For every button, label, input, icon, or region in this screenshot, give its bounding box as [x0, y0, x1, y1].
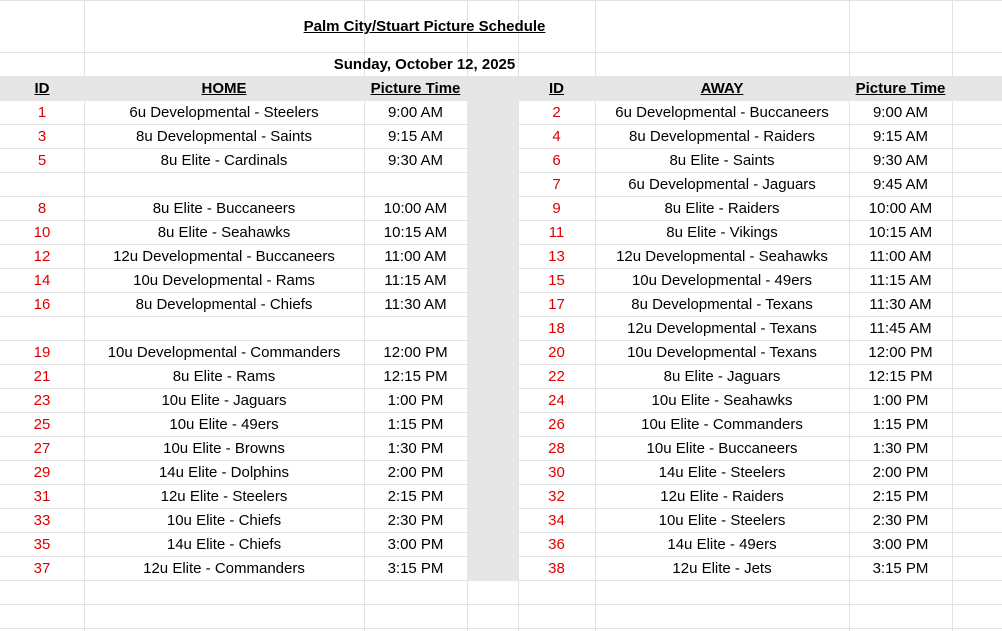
home-time-cell[interactable]: 11:00 AM: [384, 248, 447, 265]
home-team-cell[interactable]: 12u Elite - Commanders: [143, 560, 305, 577]
home-team-cell[interactable]: 10u Elite - 49ers: [169, 416, 279, 433]
away-id-cell[interactable]: 7: [552, 176, 561, 193]
home-id-cell[interactable]: 5: [37, 152, 47, 169]
home-time-cell[interactable]: 3:15 PM: [387, 560, 444, 577]
home-team-cell[interactable]: [84, 317, 364, 341]
away-team-cell[interactable]: 12u Elite - Jets: [672, 560, 772, 577]
home-id-cell[interactable]: 27: [33, 440, 51, 457]
home-team-cell[interactable]: 6u Developmental - Steelers: [129, 104, 319, 121]
table-row: [0, 557, 1002, 581]
away-header: AWAY: [700, 80, 744, 97]
home-time-cell[interactable]: 11:15 AM: [384, 272, 447, 289]
home-time-cell[interactable]: 1:15 PM: [387, 416, 444, 433]
away-team-cell[interactable]: 10u Elite - Buccaneers: [646, 440, 798, 457]
away-team-cell[interactable]: 8u Elite - Raiders: [664, 200, 780, 217]
table-row: [0, 365, 1002, 389]
away-id-cell[interactable]: 4: [552, 128, 561, 145]
home-time-cell[interactable]: 12:15 PM: [383, 368, 448, 385]
home-id-cell[interactable]: 14: [33, 272, 51, 289]
away-team-cell[interactable]: 8u Developmental - Raiders: [629, 128, 815, 145]
away-time-cell[interactable]: 11:00 AM: [869, 248, 932, 265]
home-time-cell[interactable]: 10:15 AM: [383, 224, 448, 241]
away-time-cell[interactable]: 1:00 PM: [872, 392, 929, 409]
away-team-cell[interactable]: 10u Developmental - 49ers: [631, 272, 813, 289]
away-id-cell[interactable]: 6: [552, 152, 561, 169]
home-team-cell[interactable]: 8u Elite - Seahawks: [157, 224, 291, 241]
home-id-cell[interactable]: 37: [33, 560, 51, 577]
home-time-header: Picture Time: [370, 80, 461, 97]
away-id-cell[interactable]: 9: [552, 200, 561, 217]
table-row: [0, 389, 1002, 413]
away-time-cell[interactable]: 9:45 AM: [872, 176, 929, 193]
table-row: [0, 509, 1002, 533]
away-id-cell[interactable]: 2: [552, 104, 561, 121]
away-time-cell[interactable]: 2:15 PM: [872, 488, 929, 505]
home-team-cell[interactable]: 8u Elite - Rams: [172, 368, 276, 385]
away-id-cell[interactable]: 20: [548, 344, 565, 361]
schedule-date: Sunday, October 12, 2025: [333, 56, 516, 73]
away-team-cell[interactable]: 8u Elite - Vikings: [666, 224, 778, 241]
home-time-cell[interactable]: 1:30 PM: [387, 440, 444, 457]
home-id-cell[interactable]: 10: [33, 224, 51, 241]
home-team-cell[interactable]: 12u Elite - Steelers: [160, 488, 288, 505]
table-row: [0, 485, 1002, 509]
away-time-header: Picture Time: [855, 80, 946, 97]
away-id-cell[interactable]: 32: [548, 488, 565, 505]
home-header: HOME: [201, 80, 247, 97]
home-time-cell[interactable]: 9:00 AM: [387, 104, 444, 121]
home-id-cell[interactable]: 33: [33, 512, 51, 529]
home-id-cell[interactable]: [0, 173, 84, 197]
away-team-cell[interactable]: 8u Developmental - Texans: [631, 296, 813, 313]
away-time-cell[interactable]: 12:00 PM: [868, 344, 933, 361]
away-id-cell[interactable]: 36: [548, 536, 565, 553]
home-id-cell[interactable]: 23: [33, 392, 51, 409]
away-id-cell[interactable]: 34: [548, 512, 565, 529]
away-time-cell[interactable]: 1:30 PM: [872, 440, 929, 457]
away-id-cell[interactable]: 24: [548, 392, 565, 409]
home-team-cell[interactable]: 10u Elite - Browns: [163, 440, 285, 457]
away-team-cell[interactable]: 14u Elite - 49ers: [667, 536, 777, 553]
table-row: [0, 197, 1002, 221]
grid-horizontal-line: [0, 628, 1002, 629]
page-title: Palm City/Stuart Picture Schedule: [303, 18, 546, 35]
away-time-cell[interactable]: 10:15 AM: [868, 224, 933, 241]
table-row: [0, 173, 1002, 197]
table-row: [0, 269, 1002, 293]
grid-horizontal-line: [0, 604, 1002, 605]
home-team-cell[interactable]: 10u Elite - Chiefs: [166, 512, 282, 529]
away-team-cell[interactable]: 12u Developmental - Texans: [627, 320, 817, 337]
table-row: [0, 245, 1002, 269]
home-time-cell[interactable]: 2:00 PM: [387, 464, 444, 481]
away-time-cell[interactable]: 12:15 PM: [868, 368, 933, 385]
home-id-cell[interactable]: [0, 317, 84, 341]
away-time-cell[interactable]: 11:15 AM: [869, 272, 932, 289]
away-team-cell[interactable]: 10u Elite - Commanders: [641, 416, 803, 433]
home-time-cell[interactable]: 12:00 PM: [383, 344, 448, 361]
away-id-cell[interactable]: 13: [548, 248, 565, 265]
table-row: [0, 437, 1002, 461]
away-team-cell[interactable]: 8u Elite - Saints: [669, 152, 775, 169]
home-team-cell[interactable]: 8u Developmental - Chiefs: [135, 296, 313, 313]
away-team-cell[interactable]: 8u Elite - Jaguars: [663, 368, 781, 385]
away-team-cell[interactable]: 6u Developmental - Jaguars: [628, 176, 816, 193]
away-id-cell[interactable]: 22: [548, 368, 565, 385]
home-time-cell[interactable]: [364, 173, 467, 197]
home-team-cell[interactable]: 10u Developmental - Rams: [133, 272, 315, 289]
away-team-cell[interactable]: 10u Developmental - Texans: [627, 344, 817, 361]
home-team-cell[interactable]: 14u Elite - Dolphins: [158, 464, 290, 481]
home-id-cell[interactable]: 19: [33, 344, 51, 361]
home-id-cell[interactable]: 3: [37, 128, 47, 145]
home-team-cell[interactable]: 12u Developmental - Buccaneers: [113, 248, 335, 265]
home-id-cell[interactable]: 35: [33, 536, 51, 553]
home-id-cell[interactable]: 21: [33, 368, 51, 385]
home-time-cell[interactable]: [364, 317, 467, 341]
home-team-cell[interactable]: [84, 173, 364, 197]
home-team-cell[interactable]: 14u Elite - Chiefs: [166, 536, 282, 553]
home-time-cell[interactable]: 9:15 AM: [387, 128, 444, 145]
home-time-cell[interactable]: 9:30 AM: [387, 152, 444, 169]
table-row: [0, 341, 1002, 365]
home-time-cell[interactable]: 11:30 AM: [384, 296, 447, 313]
away-team-cell[interactable]: 12u Elite - Raiders: [660, 488, 784, 505]
away-time-cell[interactable]: 11:30 AM: [869, 296, 932, 313]
away-time-cell[interactable]: 2:00 PM: [872, 464, 929, 481]
home-time-cell[interactable]: 10:00 AM: [383, 200, 448, 217]
home-id-cell[interactable]: 16: [33, 296, 51, 313]
table-row: [0, 293, 1002, 317]
home-id-cell[interactable]: 12: [33, 248, 51, 265]
table-row: [0, 221, 1002, 245]
away-team-cell[interactable]: 10u Elite - Steelers: [658, 512, 786, 529]
away-time-cell[interactable]: 1:15 PM: [872, 416, 929, 433]
table-row: [0, 317, 1002, 341]
table-row: [0, 125, 1002, 149]
away-id-cell[interactable]: 26: [548, 416, 565, 433]
home-time-cell[interactable]: 3:00 PM: [387, 536, 444, 553]
away-team-cell[interactable]: 10u Elite - Seahawks: [651, 392, 793, 409]
table-row: [0, 101, 1002, 125]
home-time-cell[interactable]: 2:30 PM: [387, 512, 444, 529]
away-team-cell[interactable]: 12u Developmental - Seahawks: [616, 248, 828, 265]
home-time-cell[interactable]: 2:15 PM: [387, 488, 444, 505]
away-id-cell[interactable]: 15: [548, 272, 565, 289]
away-time-cell[interactable]: 9:00 AM: [872, 104, 929, 121]
away-time-cell[interactable]: 3:15 PM: [872, 560, 929, 577]
away-id-header: ID: [549, 80, 564, 97]
home-team-cell[interactable]: 8u Elite - Cardinals: [160, 152, 288, 169]
home-id-cell[interactable]: 25: [33, 416, 51, 433]
away-id-cell[interactable]: 11: [548, 224, 565, 241]
table-row: [0, 149, 1002, 173]
away-id-cell[interactable]: 18: [548, 320, 565, 337]
home-id-cell[interactable]: 31: [33, 488, 51, 505]
away-time-cell[interactable]: 11:45 AM: [869, 320, 932, 337]
away-time-cell[interactable]: 2:30 PM: [872, 512, 929, 529]
away-id-cell[interactable]: 38: [548, 560, 565, 577]
table-row: [0, 413, 1002, 437]
home-id-cell[interactable]: 1: [37, 104, 47, 121]
table-row: [0, 533, 1002, 557]
away-team-cell[interactable]: 14u Elite - Steelers: [658, 464, 786, 481]
header-row: [0, 77, 1002, 101]
home-team-cell[interactable]: 10u Developmental - Commanders: [107, 344, 341, 361]
table-row: [0, 461, 1002, 485]
home-id-header: ID: [34, 80, 50, 97]
away-time-cell[interactable]: 3:00 PM: [872, 536, 929, 553]
home-id-cell[interactable]: 8: [37, 200, 47, 217]
away-id-cell[interactable]: 17: [548, 296, 565, 313]
home-time-cell[interactable]: 1:00 PM: [387, 392, 444, 409]
away-id-cell[interactable]: 30: [548, 464, 565, 481]
home-id-cell[interactable]: 29: [33, 464, 51, 481]
home-team-cell[interactable]: 8u Elite - Buccaneers: [152, 200, 296, 217]
away-time-cell[interactable]: 9:15 AM: [872, 128, 929, 145]
home-team-cell[interactable]: 10u Elite - Jaguars: [161, 392, 287, 409]
away-time-cell[interactable]: 9:30 AM: [872, 152, 929, 169]
away-team-cell[interactable]: 6u Developmental - Buccaneers: [615, 104, 829, 121]
home-team-cell[interactable]: 8u Developmental - Saints: [136, 128, 312, 145]
away-time-cell[interactable]: 10:00 AM: [868, 200, 933, 217]
away-id-cell[interactable]: 28: [548, 440, 565, 457]
